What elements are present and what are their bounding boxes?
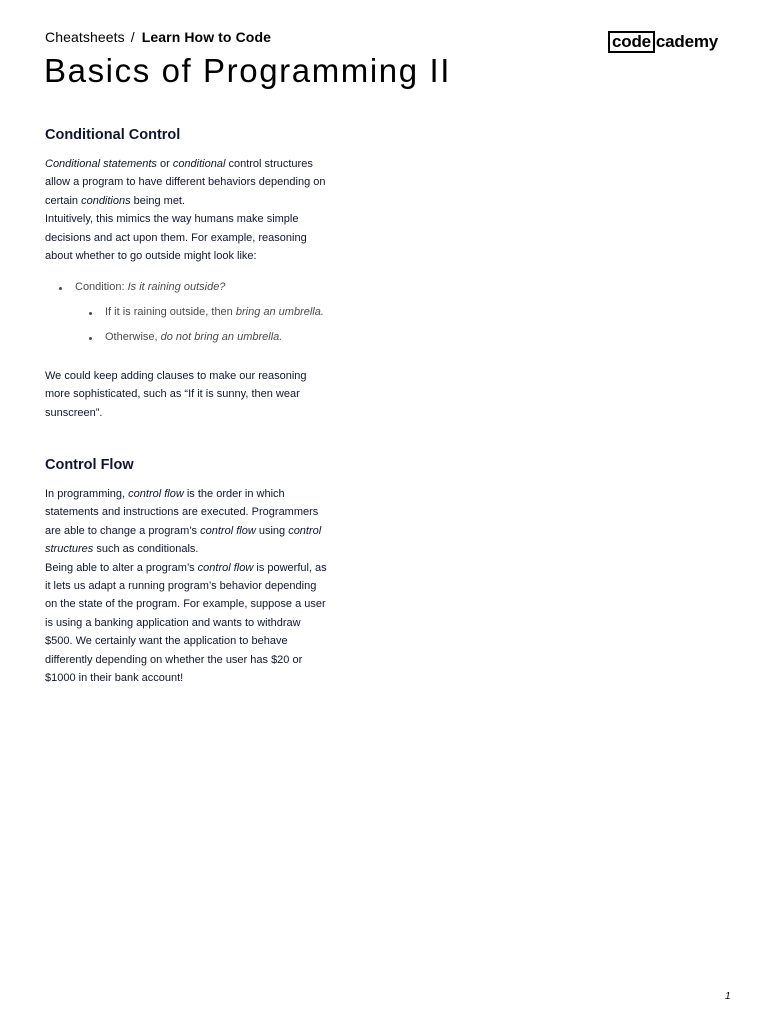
text-line [45,404,307,422]
emphasis-text: control [288,524,322,537]
text-line [45,577,327,595]
body-text: or [156,158,173,170]
bullet-icon [59,287,62,290]
emphasis-text: structures [45,543,94,556]
emphasis-text: control flow [128,488,184,500]
emphasis-text: Conditional statements [45,158,157,170]
codecademy-logo[interactable] [608,31,718,53]
text-line [45,522,327,540]
body-text: $1000 in their bank account! [45,672,184,685]
text-line [45,385,307,403]
body-text: is powerful, as [253,561,327,574]
breadcrumb [45,29,271,45]
body-text: We could keep adding clauses to make our reasoning [45,370,307,382]
body-text: differently depending on whether the user has $20 or [45,653,303,666]
conditional-control-closing-paragraph [45,367,307,422]
page-title: Basics of Programming II [44,52,452,89]
emphasis-text: control flow [197,561,254,574]
breadcrumb-current[interactable]: Learn How to Code [141,29,271,45]
text-line [45,559,327,577]
text-line [45,247,325,265]
body-text: sunscreen”. [45,406,103,419]
text-line [45,155,325,173]
body-text: In programming, [45,488,129,500]
body-text: on the state of the program. For example, suppose a user [45,598,326,611]
text-line [45,632,327,650]
logo-code-box: code [608,31,655,53]
body-text: statements and instructions are executed. Programmers [45,506,319,519]
body-text: about whether to go outside might look like: [45,250,257,263]
logo-cademy-text: cademy [655,32,719,51]
text-line [45,367,307,385]
body-text: being met. [130,194,186,207]
body-text: is using a banking application and wants to withdraw [45,616,301,629]
emphasis-text: control flow [200,524,256,537]
list-item [105,306,324,318]
list-item-prefix: Condition: [75,281,128,293]
body-text: more sophisticated, such as “If it is sunny, then wear [45,388,300,401]
list-item-emphasis: bring an umbrella. [235,306,324,318]
body-text: decisions and act upon them. For example, reasoning [45,231,307,244]
list-item-prefix: If it is raining outside, then [105,306,236,318]
text-line [45,651,327,669]
text-line [45,503,327,521]
body-text: allow a program to have different behaviors depending on [45,176,326,189]
bullet-icon [89,312,92,315]
emphasis-text: conditions [81,194,131,207]
body-text: using [255,524,289,537]
text-line [45,485,327,503]
list-item-emphasis: Is it raining outside? [127,281,226,293]
body-text: it lets us adapt a running program’s behavior depending [45,580,317,593]
text-line [45,210,325,228]
section-heading: Control Flow [45,457,134,473]
body-text: Intuitively, this mimics the way humans make simple [45,213,299,226]
conditional-control-paragraph [45,155,325,265]
text-line [45,595,327,613]
section-control-flow [45,457,335,685]
bullet-icon [89,337,92,340]
text-line [45,173,325,191]
body-text: control structures [225,158,313,170]
text-line [45,192,325,210]
body-text: are able to change a program’s [45,524,201,537]
body-text: such as conditionals. [93,543,199,556]
section-conditional-control [45,127,335,419]
conditional-example-list [45,281,324,343]
control-flow-paragraph [45,485,327,687]
text-line [45,229,325,247]
list-item-prefix: Otherwise, [105,331,161,343]
list-item [75,281,294,293]
body-text: Being able to alter a program’s [45,561,198,574]
emphasis-text: conditional [172,158,226,170]
body-text: $500. We certainly want the application to behave [45,635,288,648]
breadcrumb-cheatsheets[interactable]: Cheatsheets [45,29,125,45]
list-item-emphasis: do not bring an umbrella. [160,331,283,343]
section-heading: Conditional Control [45,127,181,143]
body-text: certain [45,194,82,207]
text-line [45,614,327,632]
list-item [105,331,324,343]
breadcrumb-separator: / [130,29,135,45]
body-text: is the order in which [183,488,285,500]
text-line [45,669,327,687]
text-line [45,540,327,558]
page-number: 1 [725,991,731,1002]
